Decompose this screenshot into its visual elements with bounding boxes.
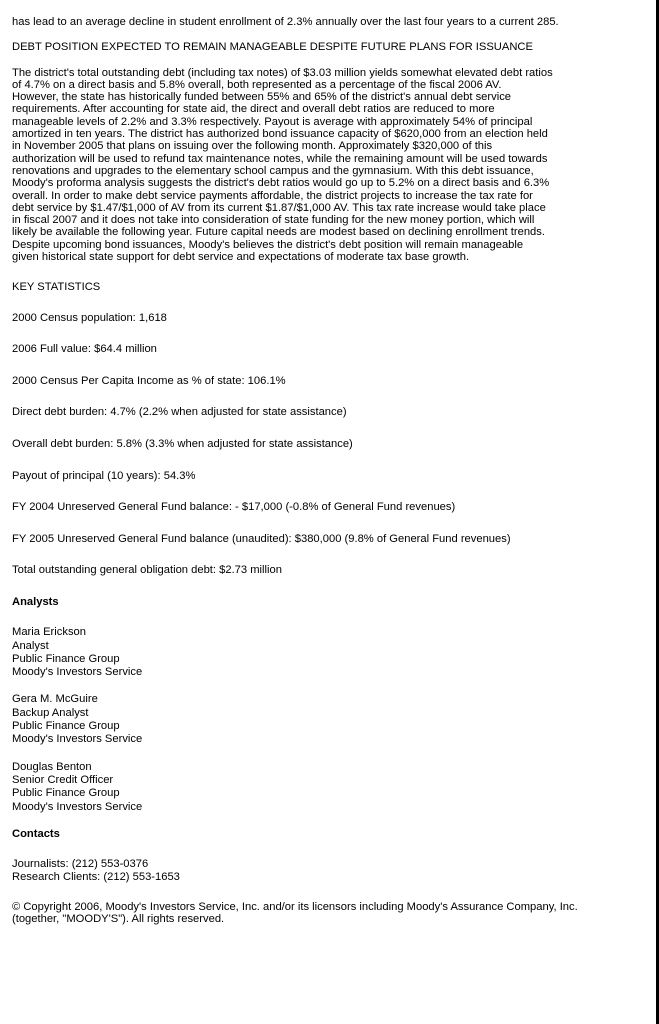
debt-line: in fiscal 2007 and it does not take into consideration of state funding for the new money portion, which will bbox=[12, 214, 535, 227]
stat-item: 2000 Census population: 1,618 bbox=[12, 311, 167, 324]
key-statistics-heading: KEY STATISTICS bbox=[12, 281, 101, 294]
analyst-group: Public Finance Group bbox=[12, 652, 120, 665]
analyst-group: Public Finance Group bbox=[12, 787, 120, 800]
debt-section-heading: DEBT POSITION EXPECTED TO REMAIN MANAGEABLE DESPITE FUTURE PLANS FOR ISSUANCE bbox=[12, 41, 533, 54]
debt-line: Moody's proforma analysis suggests the district's debt ratios would go up to 5.2% on a direct basis and 6.3% bbox=[12, 177, 550, 190]
document-page bbox=[12, 16, 642, 925]
debt-line: renovations and upgrades to the elementary school campus and the gymnasium. With this debt issuance, bbox=[12, 164, 534, 177]
contacts-heading: Contacts bbox=[12, 827, 60, 840]
stat-item: Total outstanding general obligation debt: $2.73 million bbox=[12, 564, 282, 577]
contacts-block bbox=[12, 858, 642, 885]
debt-line: Despite upcoming bond issuances, Moody's believes the district's debt position will remain manageable bbox=[12, 238, 524, 251]
debt-line: of 4.7% on a direct basis and 5.8% overall, both represented as a percentage of the fiscal 2006 AV. bbox=[12, 78, 502, 91]
analyst-company: Moody's Investors Service bbox=[12, 666, 143, 679]
analyst-role: Senior Credit Officer bbox=[12, 773, 114, 786]
debt-line: overall. In order to make debt service payments affordable, the district projects to increase the tax rate for bbox=[12, 189, 533, 202]
debt-line: authorization will be used to refund tax maintenance notes, while the remaining amount will be used towards bbox=[12, 152, 548, 165]
intro-paragraph: has lead to an average decline in student enrollment of 2.3% annually over the last four years to a current 285. bbox=[12, 16, 559, 28]
debt-line: in November 2005 that plans on issuing over the following month. Approximately $320,000 of this bbox=[12, 140, 493, 153]
stat-item: Payout of principal (10 years): 54.3% bbox=[12, 469, 196, 482]
analyst-block bbox=[12, 761, 642, 814]
analysts-heading: Analysts bbox=[12, 595, 59, 608]
analyst-role: Analyst bbox=[12, 639, 49, 652]
debt-paragraph bbox=[12, 67, 642, 264]
debt-line: The district's total outstanding debt (including tax notes) of $3.03 million yields somewhat elevated debt ratios bbox=[12, 66, 553, 79]
debt-line: likely be available the following year. Future capital needs are modest based on declining enrollment trends. bbox=[12, 226, 545, 239]
stat-item: FY 2005 Unreserved General Fund balance (unaudited): $380,000 (9.8% of General Fund revenues) bbox=[12, 532, 511, 545]
debt-line: manageable levels of 2.2% and 3.3% respectively. Payout is average with approximately 54% of principal bbox=[12, 115, 533, 128]
stat-item: Direct debt burden: 4.7% (2.2% when adjusted for state assistance) bbox=[12, 406, 347, 419]
analyst-block bbox=[12, 626, 642, 679]
analyst-name: Douglas Benton bbox=[12, 760, 92, 773]
debt-line: debt service by $1.47/$1,000 of AV from its current $1.87/$1,000 AV. This tax rate increase would take place bbox=[12, 201, 546, 214]
contact-line: Journalists: (212) 553-0376 bbox=[12, 858, 149, 871]
contact-line: Research Clients: (212) 553-1653 bbox=[12, 871, 180, 884]
analyst-role: Backup Analyst bbox=[12, 706, 89, 719]
analyst-company: Moody's Investors Service bbox=[12, 733, 143, 746]
analyst-name: Maria Erickson bbox=[12, 626, 86, 639]
debt-line: given historical state support for debt service and expectations of moderate tax base growth. bbox=[12, 251, 470, 264]
analyst-company: Moody's Investors Service bbox=[12, 800, 143, 813]
stat-item: 2006 Full value: $64.4 million bbox=[12, 343, 157, 356]
analyst-block bbox=[12, 693, 642, 746]
stat-item: 2000 Census Per Capita Income as % of state: 106.1% bbox=[12, 374, 286, 387]
debt-line: However, the state has historically funded between 55% and 65% of the district's annual debt service bbox=[12, 91, 512, 104]
analyst-group: Public Finance Group bbox=[12, 720, 120, 733]
analyst-name: Gera M. McGuire bbox=[12, 693, 98, 706]
debt-line: requirements. After accounting for state aid, the direct and overall debt ratios are reduced to more bbox=[12, 103, 495, 116]
stat-item: Overall debt burden: 5.8% (3.3% when adjusted for state assistance) bbox=[12, 438, 353, 451]
copyright-notice bbox=[12, 901, 642, 926]
stat-item: FY 2004 Unreserved General Fund balance: - $17,000 (-0.8% of General Fund revenues) bbox=[12, 501, 456, 514]
debt-line: amortized in ten years. The district has authorized bond issuance capacity of $620,000 from an election held bbox=[12, 128, 548, 141]
copyright-line: © Copyright 2006, Moody's Investors Service, Inc. and/or its licensors including Moody's Assurance Company, Inc. bbox=[12, 900, 578, 913]
copyright-line: (together, "MOODY'S"). All rights reserved. bbox=[12, 913, 225, 926]
